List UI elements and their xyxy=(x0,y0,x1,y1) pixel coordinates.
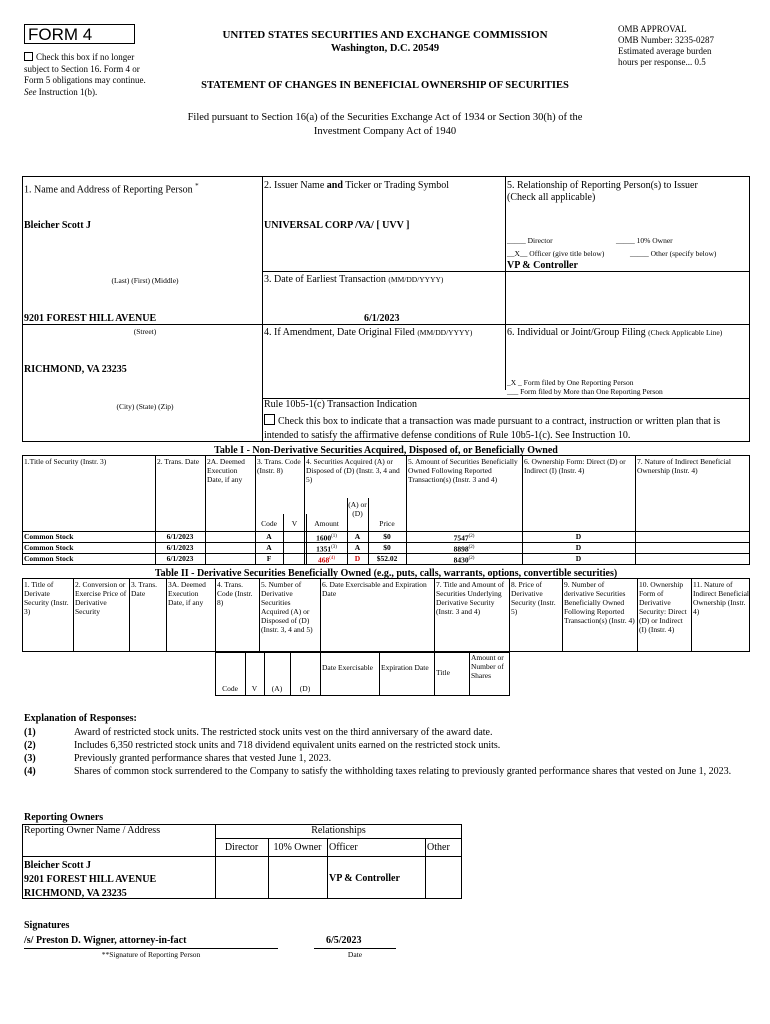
box6-label: 6. Individual or Joint/Group Filing (Check Applicable Line) xyxy=(507,327,723,338)
t1-sub-v: V xyxy=(291,519,298,528)
t1-sub-aord: (A) or (D) xyxy=(348,500,367,518)
signatures-title: Signatures xyxy=(24,920,70,931)
t2-col-code: 4. Trans. Code (Instr. 8) xyxy=(217,580,253,607)
t2-col-date: 3. Trans. Date xyxy=(131,580,158,598)
box2-label: 2. Issuer Name and Ticker or Trading Symbol xyxy=(264,180,450,191)
t1-sub-price: Price xyxy=(379,519,395,528)
t1-row3-title: Common Stock xyxy=(24,554,74,563)
t1-row1-date: 6/1/2023 xyxy=(166,532,194,541)
director-option: _____ Director xyxy=(507,236,553,245)
explanation-item: (3) Previously granted performance shares that vested June 1, 2023. xyxy=(24,753,332,764)
box3-label: 3. Date of Earliest Transaction (MM/DD/YYYY) xyxy=(264,274,444,285)
omb-approval-block: OMB APPROVAL OMB Number: 3235-0287 Estimated average burden hours per response... 0.5 xyxy=(618,24,714,67)
box5-label: 5. Relationship of Reporting Person(s) to Issuer (Check all applicable) xyxy=(507,180,698,203)
t1-row2-owned: 8898$^{(2)}$ xyxy=(453,544,475,554)
box1-label: 1. Name and Address of Reporting Person * xyxy=(24,182,199,196)
t1-col-deemed: 2A. Deemed Execution Date, if any xyxy=(207,457,245,484)
owner-officer-title: VP & Controller xyxy=(329,873,400,884)
reporting-person-city: RICHMOND, VA 23235 xyxy=(24,364,127,375)
explanation-item: (4) Shares of common stock surrendered to the Company to satisfy the withholding taxes relating to previously granted performance shares that vested on June 1, 2023. xyxy=(24,766,732,777)
owners-title: Reporting Owners xyxy=(24,812,104,823)
street-caption: (Street) xyxy=(133,327,157,336)
table1-title: Table I - Non-Derivative Securities Acquired, Disposed of, or Beneficially Owned xyxy=(214,445,558,456)
t1-col-date: 2. Trans. Date xyxy=(157,457,200,466)
t1-sub-code: Code xyxy=(261,519,277,528)
earliest-transaction-date: 6/1/2023 xyxy=(364,313,400,324)
t1-col-title: 1.Title of Security (Instr. 3) xyxy=(24,457,107,466)
owners-col-rel: Relationships xyxy=(311,825,366,836)
t1-col-acquired: 4. Securities Acquired (A) or Disposed of (D) (Instr. 3, 4 and 5) xyxy=(306,457,400,484)
explanation-item: (1) Award of restricted stock units. The restricted stock units vest on the third anniversary of the award date. xyxy=(24,727,493,738)
other-option: _____ Other (specify below) xyxy=(630,249,717,258)
footnote-ref: (3) xyxy=(331,545,337,550)
t2-col-conversion: 2. Conversion or Exercise Price of Derivative Security xyxy=(75,580,127,616)
agency-city: Washington, D.C. 20549 xyxy=(330,43,440,54)
t2-col-nature: 11. Nature of Indirect Beneficial Ownership (Instr. 4) xyxy=(693,580,750,616)
footnote-ref: (2) xyxy=(468,545,475,550)
table2-title: Table II - Derivative Securities Beneficially Owned (e.g., puts, calls, warrants, options, convertible securities) xyxy=(154,568,618,579)
explanation-list xyxy=(24,726,744,778)
t1-row3-ad: D xyxy=(354,554,361,563)
t2-col-deemed: 3A. Deemed Execution Date, if any xyxy=(168,580,206,607)
owners-col-officer: Officer xyxy=(329,842,358,853)
t1-row3-price: $52.02 xyxy=(376,554,398,563)
rule-10b5-checkbox[interactable] xyxy=(264,414,275,425)
t1-row2-ad: A xyxy=(354,543,361,552)
t1-row2-date: 6/1/2023 xyxy=(166,543,194,552)
form-title: FORM 4 xyxy=(24,24,135,44)
t1-sub-amount: Amount xyxy=(314,519,339,528)
footnote-ref: (2) xyxy=(468,556,475,561)
filed-pursuant-text: Filed pursuant to Section 16(a) of the Securities Exchange Act of 1934 or Section 30(h) of the Investment Company Act of 1940 xyxy=(187,112,583,137)
footnote-ref: (4) xyxy=(329,556,336,561)
t2-col-owned: 9. Number of derivative Securities Beneficially Owned Following Reported Transaction(s) (Instr. 4) xyxy=(564,580,635,625)
t1-row1-owned: 7547$^{(2)}$ xyxy=(453,533,475,543)
owner-address: Bleicher Scott J 9201 FOREST HILL AVENUE RICHMOND, VA 23235 xyxy=(24,860,157,899)
ten-pct-option: _____ 10% Owner xyxy=(616,236,673,245)
city-caption: (City) (State) (Zip) xyxy=(116,402,174,411)
signature-text: /s/ Preston D. Wigner, attorney-in-fact xyxy=(24,935,187,946)
t2-col-underlying: 7. Title and Amount of Securities Underlying Derivative Security (Instr. 3 and 4) xyxy=(436,580,505,616)
t1-row3-date: 6/1/2023 xyxy=(166,554,194,563)
t1-col-owned: 5. Amount of Securities Beneficially Owned Following Reported Transaction(s) (Instr. 3 and 4) xyxy=(408,457,518,484)
box4-label: 4. If Amendment, Date Original Filed (MM/DD/YYYY) xyxy=(264,327,473,338)
owners-col-director: Director xyxy=(224,842,259,853)
t1-row3-owned: 8430$^{(2)}$ xyxy=(453,555,475,565)
no-longer-subject-note: Check this box if no longer subject to Section 16. Form 4 or Form 5 obligations may continue. See Instruction 1(b). xyxy=(24,52,146,97)
name-caption: (Last) (First) (Middle) xyxy=(111,276,179,285)
no-longer-subject-checkbox[interactable] xyxy=(24,52,33,61)
owners-col-ten: 10% Owner xyxy=(273,842,322,853)
footnote-ref: (2) xyxy=(468,534,475,539)
filed-more-option: ___ Form filed by More than One Reporting Person xyxy=(507,387,663,396)
t1-row2-price: $0 xyxy=(383,543,391,552)
t2-sub-a: (A) xyxy=(271,684,283,693)
t2-sub-date-ex: Date Exercisable xyxy=(322,663,374,672)
t1-col-nature: 7. Nature of Indirect Beneficial Ownership (Instr. 4) xyxy=(637,457,731,475)
reporting-person-street: 9201 FOREST HILL AVENUE xyxy=(24,313,157,324)
t2-col-title: 1. Title of Derivate Security (Instr. 3) xyxy=(24,580,69,616)
t1-col-form: 6. Ownership Form: Direct (D) or Indirect (I) (Instr. 4) xyxy=(524,457,626,475)
filed-one-option: _X _ Form filed by One Reporting Person xyxy=(507,378,634,387)
t2-col-form: 10. Ownership Form of Derivative Security: Direct (D) or Indirect (I) (Instr. 4) xyxy=(639,580,687,634)
explanation-title: Explanation of Responses: xyxy=(24,713,137,724)
rule-title: Rule 10b5-1(c) Transaction Indication xyxy=(264,399,418,410)
t2-col-price: 8. Price of Derivative Security (Instr. 5) xyxy=(511,580,556,616)
reporting-person-name: Bleicher Scott J xyxy=(24,220,92,231)
t1-row2-form: D xyxy=(575,543,582,552)
t1-row2-amount: 1351$^{(3)}$ xyxy=(316,544,337,554)
t2-sub-amount: Amount or Number of Shares xyxy=(471,653,504,680)
date-caption: Date xyxy=(347,950,363,959)
signature-date: 6/5/2023 xyxy=(326,935,362,946)
officer-option: __X__ Officer (give title below) xyxy=(507,249,605,258)
t2-col-number: 5. Number of Derivative Securities Acquired (A) or Disposed of (D) (Instr. 3, 4 and 5) xyxy=(261,580,313,634)
t1-row1-form: D xyxy=(575,532,582,541)
issuer-name: UNIVERSAL CORP /VA/ [ UVV ] xyxy=(264,220,410,231)
t1-col-code: 3. Trans. Code (Instr. 8) xyxy=(257,457,301,475)
rule-text: Check this box to indicate that a transaction was made pursuant to a contract, instruction or written plan that is intended to satisfy the affirmative defense conditions of Rule 10b5-1(c). See Instruction 10. xyxy=(264,416,721,441)
t2-sub-code: Code xyxy=(222,684,238,693)
statement-title: STATEMENT OF CHANGES IN BENEFICIAL OWNERSHIP OF SECURITIES xyxy=(201,80,569,91)
t1-row1-title: Common Stock xyxy=(24,532,74,541)
t1-row3-code: F xyxy=(266,554,272,563)
owners-col-other: Other xyxy=(427,842,450,853)
t1-row1-price: $0 xyxy=(383,532,391,541)
t1-row2-code: A xyxy=(266,543,272,552)
footnote-ref: (1) xyxy=(331,534,337,539)
t1-row2-title: Common Stock xyxy=(24,543,74,552)
t2-col-exercisable: 6. Date Exercisable and Expiration Date xyxy=(322,580,427,598)
officer-title: VP & Controller xyxy=(507,260,578,271)
explanation-item: (2) Includes 6,350 restricted stock units and 718 dividend equivalent units earned on the restricted stock units. xyxy=(24,740,501,751)
owners-col-name: Reporting Owner Name / Address xyxy=(24,825,161,836)
t2-sub-exp: Expiration Date xyxy=(381,663,429,672)
t1-row1-amount: 1600$^{(1)}$ xyxy=(316,533,337,543)
agency-name: UNITED STATES SECURITIES AND EXCHANGE COMMISSION xyxy=(222,29,548,41)
t2-sub-d: (D) xyxy=(299,684,311,693)
t1-row1-code: A xyxy=(266,532,272,541)
t1-row3-form: D xyxy=(575,554,582,563)
t1-row1-ad: A xyxy=(354,532,361,541)
t1-row3-amount: 468$^{(4)}$ xyxy=(317,555,336,565)
t2-sub-title: Title xyxy=(436,668,450,677)
t2-sub-v: V xyxy=(251,684,258,693)
signature-caption: **Signature of Reporting Person xyxy=(101,950,201,959)
